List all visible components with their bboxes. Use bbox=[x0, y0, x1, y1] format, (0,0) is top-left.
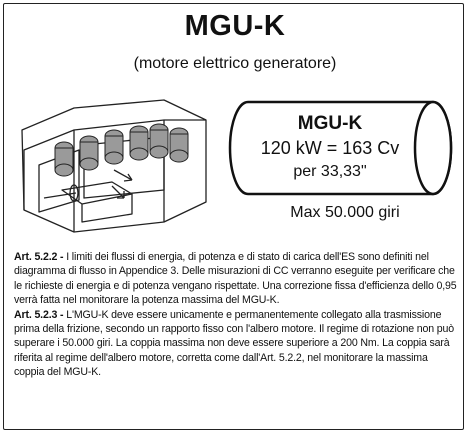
article-paragraph bbox=[14, 250, 459, 308]
article-text: L'MGU-K deve essere unicamente e permanentemente collegato alla trasmissione prima della frizione, secondo un rapporto fisso con l'albero motore. Il regime di rotazione non può superare i 50.000 giri. La coppia massima non deve essere superiore a 200 Nm. La coppia sarà riferita al regime dell'albero motore, corretta come dall'Art. 5.2.2, nel monitorare la massima coppia del MGU-K. bbox=[14, 308, 455, 379]
articles-section bbox=[14, 250, 459, 380]
article-ref: Art. 5.2.3 - bbox=[14, 308, 64, 321]
page-subtitle: (motore elettrico generatore) bbox=[133, 55, 337, 72]
article-text: I limiti dei flussi di energia, di potenza e di stato di carica dell'ES sono definiti nel diagramma di flusso in Appendice 3. Delle misurazioni di CC verranno eseguite per verificare che le richieste di energia e di potenza vengano rispettate. Una correzione fissa d'efficienza dello 0,95 verrà fatta nel monitorare la potenza massima del MGU-K. bbox=[14, 251, 457, 307]
page-title: MGU-K bbox=[184, 10, 286, 42]
diagram-power: 120 kW = 163 Cv bbox=[260, 138, 400, 158]
article-ref: Art. 5.2.2 - bbox=[14, 251, 64, 263]
max-rpm-label: Max 50.000 giri bbox=[290, 204, 400, 221]
diagram-name: MGU-K bbox=[297, 113, 363, 134]
diagram-duration: per 33,33" bbox=[293, 163, 367, 180]
article-paragraph bbox=[14, 308, 459, 380]
engine-illustration bbox=[14, 90, 214, 240]
